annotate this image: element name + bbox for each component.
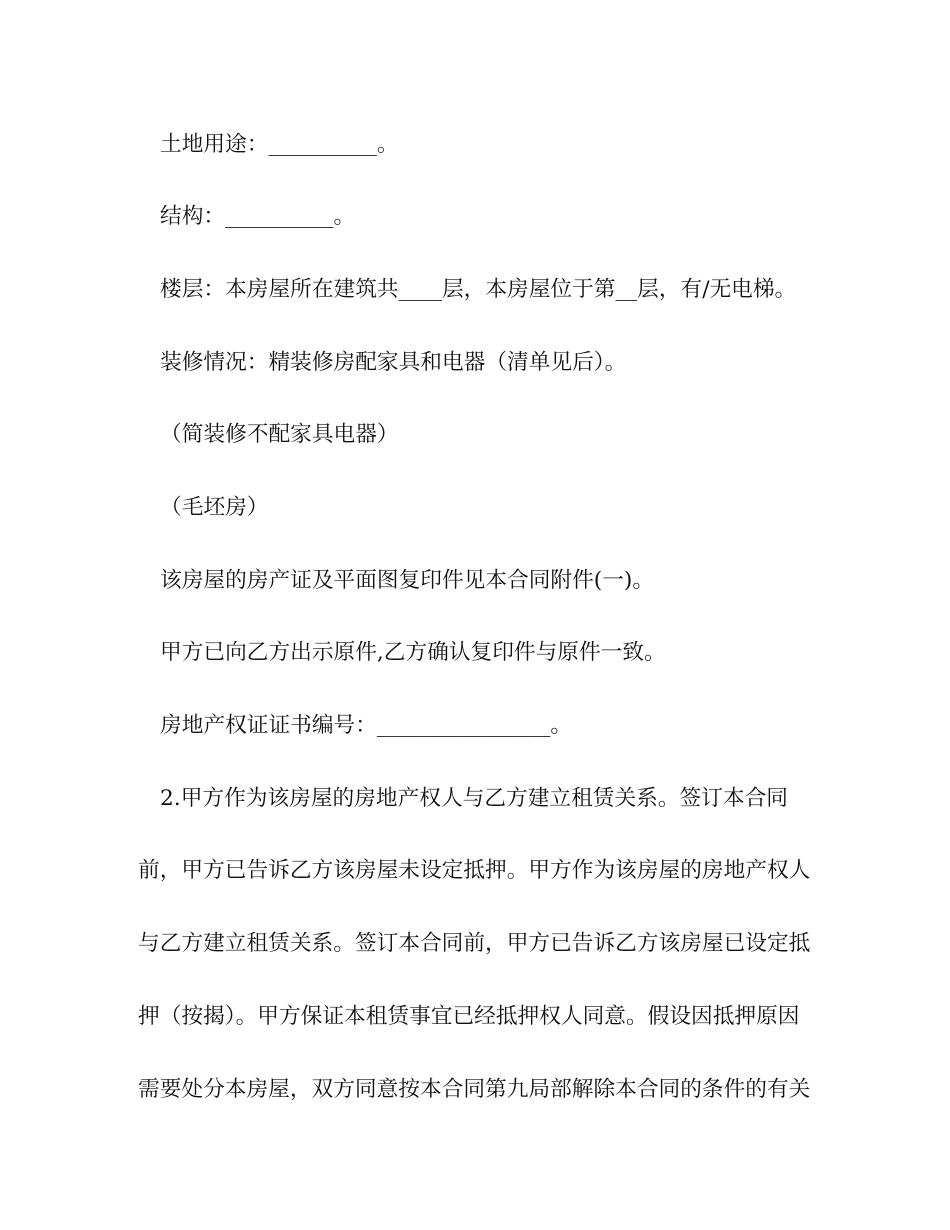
clause-2-line: 前，甲方已告诉乙方该房屋未设定抵押。甲方作为该房屋的房地产权人	[138, 858, 811, 884]
clause-2-line: 需要处分本房屋，双方同意按本合同第九局部解除本合同的条件的有关	[138, 1076, 811, 1102]
field-structure: 结构：__________。	[160, 204, 356, 230]
note-certificate-copy: 该房屋的房产证及平面图复印件见本合同附件(一)。	[160, 567, 655, 593]
document-body	[0, 109, 950, 1127]
field-floor: 楼层：本房屋所在建筑共____层，本房屋位于第__层，有/无电梯。	[160, 276, 797, 302]
field-decoration: 装修情况：精装修房配家具和电器（清单见后）。	[160, 349, 627, 375]
decoration-option-simple: （简装修不配家具电器）	[160, 422, 399, 448]
note-original-shown: 甲方已向乙方出示原件,乙方确认复印件与原件一致。	[160, 640, 666, 666]
clause-2-line: 与乙方建立租赁关系。签订本合同前，甲方已告诉乙方该房屋已设定抵	[138, 931, 811, 957]
clause-2-line: 押（按揭）。甲方保证本租赁事宜已经抵押权人同意。假设因抵押原因	[138, 1003, 800, 1029]
field-land-use: 土地用途：__________。	[160, 131, 399, 157]
field-certificate-number: 房地产权证证书编号：________________。	[160, 713, 573, 739]
clause-2-line: 2.甲方作为该房屋的房地产权人与乙方建立租赁关系。签订本合同	[160, 785, 788, 811]
decoration-option-rough: （毛坯房）	[160, 495, 269, 521]
